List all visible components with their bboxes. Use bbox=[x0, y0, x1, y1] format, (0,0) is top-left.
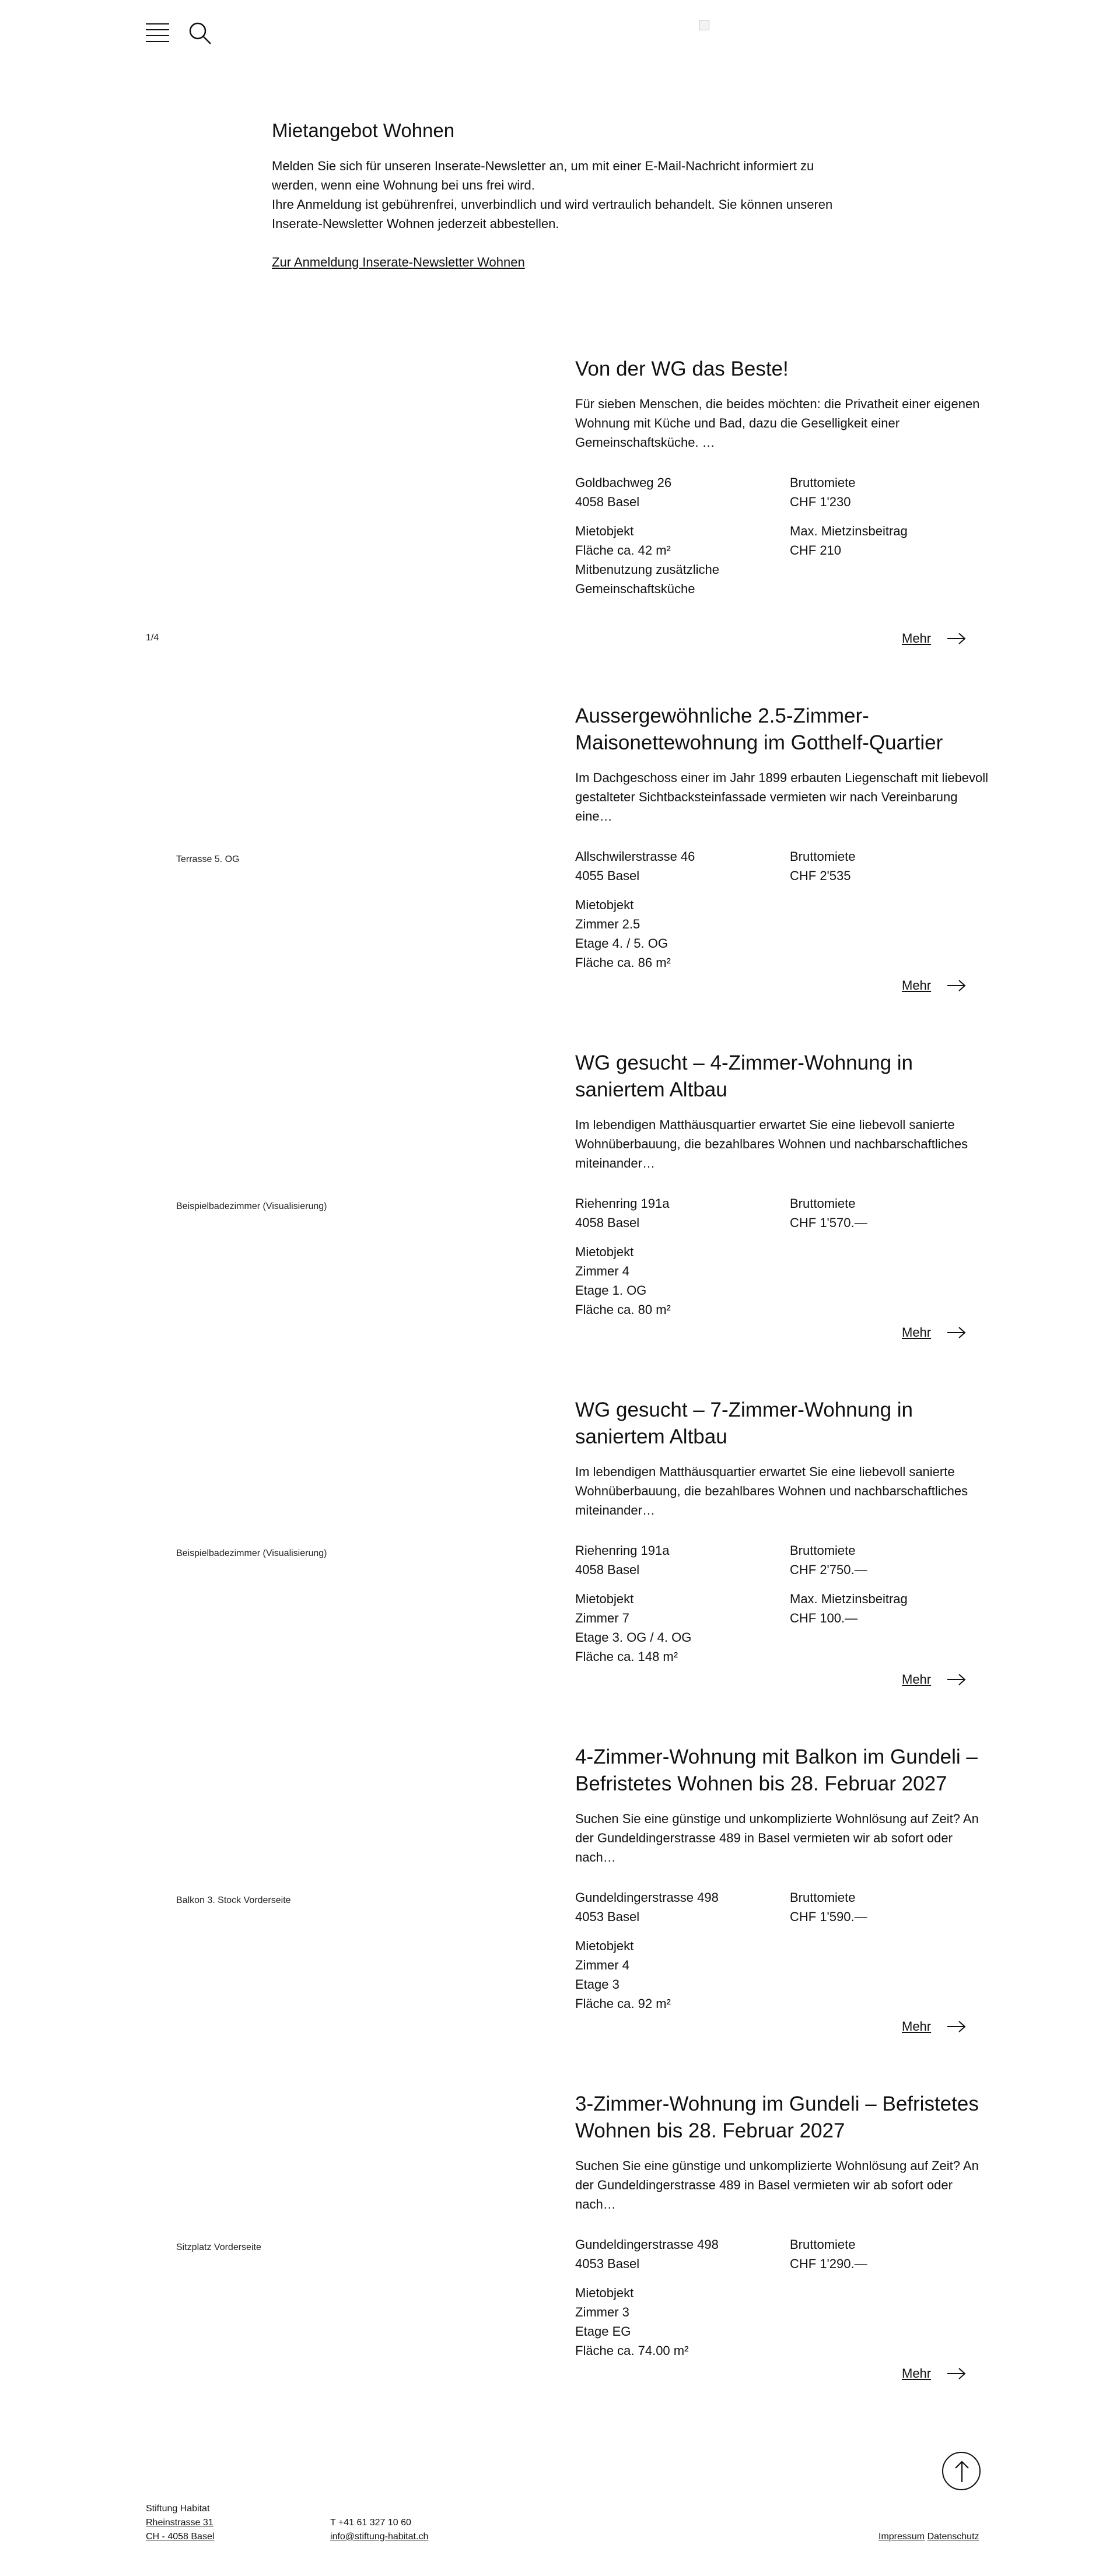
more-link-label: Mehr bbox=[902, 2019, 932, 2034]
more-link-label: Mehr bbox=[902, 2366, 932, 2381]
intro-section bbox=[272, 119, 855, 272]
image-caption: Balkon 3. Stock Vorderseite bbox=[176, 1895, 291, 1905]
intro-paragraph-2: Ihre Anmeldung ist gebührenfrei, unverbindlich und wird vertraulich behandelt. Sie können unseren Inserate-Newsletter Wohnen jederzeit abbestellen. bbox=[272, 197, 833, 231]
footer-city-link[interactable]: CH - 4058 Basel bbox=[146, 2532, 215, 2542]
listing-teaser: Für sieben Menschen, die beides möchten: die Privatheit einer eigenen Wohnung mit Küche und Bad, dazu die Geselligkeit einer Gemeinschaftsküche. … bbox=[575, 397, 980, 450]
object-detail-line: Zimmer 3 bbox=[575, 2305, 629, 2319]
object-detail-line: Mietobjekt bbox=[575, 1939, 634, 1953]
listing-title[interactable]: WG gesucht – 7-Zimmer-Wohnung in saniertem Altbau bbox=[575, 1399, 914, 1448]
object-detail-line: Mietobjekt bbox=[575, 1592, 634, 1606]
listing-rent bbox=[790, 1194, 988, 1232]
subsidy-label: Max. Mietzinsbeitrag bbox=[790, 524, 908, 538]
footer-impressum-link[interactable]: Impressum bbox=[878, 2532, 925, 2542]
rent-value: CHF 2'535 bbox=[790, 868, 851, 883]
rent-label: Bruttomiete bbox=[790, 1196, 856, 1211]
logo-image[interactable] bbox=[699, 20, 709, 30]
listing-subsidy bbox=[790, 521, 988, 560]
address-street: Gundeldingerstrasse 498 bbox=[575, 1890, 719, 1905]
rent-label: Bruttomiete bbox=[790, 1543, 856, 1558]
object-detail-line: Mietobjekt bbox=[575, 524, 634, 538]
listing-address bbox=[575, 1541, 774, 1579]
listing-title[interactable]: 4-Zimmer-Wohnung mit Balkon im Gundeli – Befristetes Wohnen bis 28. Februar 2027 bbox=[575, 1746, 978, 1795]
listing-address bbox=[575, 847, 774, 885]
rent-value: CHF 1'590.— bbox=[790, 1909, 867, 1924]
footer-email-link[interactable]: info@stiftung-habitat.ch bbox=[330, 2532, 429, 2542]
rent-label: Bruttomiete bbox=[790, 849, 856, 864]
listing-object-details bbox=[575, 895, 774, 972]
object-detail-line: Etage 3. OG / 4. OG bbox=[575, 1630, 692, 1645]
object-detail-line: Fläche ca. 92 m² bbox=[575, 1996, 671, 2011]
object-detail-line: Gemeinschaftsküche bbox=[575, 581, 695, 596]
object-detail-line: Mietobjekt bbox=[575, 2286, 634, 2300]
footer-street-link[interactable]: Rheinstrasse 31 bbox=[146, 2518, 214, 2528]
image-caption: Beispielbadezimmer (Visualisierung) bbox=[176, 1548, 327, 1558]
rent-label: Bruttomiete bbox=[790, 2237, 856, 2252]
object-detail-line: Mitbenutzung zusätzliche bbox=[575, 562, 720, 577]
more-link-label: Mehr bbox=[902, 1672, 932, 1687]
listing-rent bbox=[790, 473, 988, 511]
more-link-label: Mehr bbox=[902, 978, 932, 993]
object-detail-line: Etage 1. OG bbox=[575, 1283, 647, 1298]
more-link[interactable] bbox=[902, 629, 966, 648]
image-caption: Beispielbadezimmer (Visualisierung) bbox=[176, 1201, 327, 1211]
listing-title[interactable]: WG gesucht – 4-Zimmer-Wohnung in saniertem Altbau bbox=[575, 1052, 914, 1101]
listing-teaser: Suchen Sie eine günstige und unkomplizierte Wohnlösung auf Zeit? An der Gundeldingerstrasse 489 in Basel vermieten wir ab sofort oder nach… bbox=[575, 2158, 979, 2211]
arrow-up-icon bbox=[954, 2460, 970, 2483]
footer-datenschutz-link[interactable]: Datenschutz bbox=[927, 2532, 979, 2542]
object-detail-line: Fläche ca. 42 m² bbox=[575, 543, 671, 558]
subsidy-label: Max. Mietzinsbeitrag bbox=[790, 1592, 908, 1606]
object-detail-line: Fläche ca. 148 m² bbox=[575, 1649, 678, 1664]
arrow-right-icon bbox=[946, 1673, 966, 1686]
address-street: Riehenring 191a bbox=[575, 1543, 670, 1558]
more-link[interactable] bbox=[902, 1670, 966, 1689]
intro-paragraph-1: Melden Sie sich für unseren Inserate-Newsletter an, um mit einer E-Mail-Nachricht informiert zu werden, wenn eine Wohnung bei uns frei wird. bbox=[272, 159, 814, 192]
more-link-label: Mehr bbox=[902, 1325, 932, 1340]
object-detail-line: Mietobjekt bbox=[575, 1245, 634, 1259]
object-detail-line: Fläche ca. 86 m² bbox=[575, 955, 671, 970]
footer-org-name: Stiftung Habitat bbox=[146, 2504, 210, 2514]
back-to-top-button[interactable] bbox=[942, 2452, 981, 2490]
object-detail-line: Zimmer 4 bbox=[575, 1264, 629, 1278]
listing-title[interactable]: Von der WG das Beste! bbox=[575, 358, 789, 380]
listing-object-details bbox=[575, 1242, 774, 1319]
more-link-label: Mehr bbox=[902, 631, 932, 646]
arrow-right-icon bbox=[946, 979, 966, 992]
listing-title[interactable]: Aussergewöhnliche 2.5-Zimmer-Maisonettewohnung im Gotthelf-Quartier bbox=[575, 705, 943, 754]
listing-teaser: Im Dachgeschoss einer im Jahr 1899 erbauten Liegenschaft mit liebevoll gestalteter Sichtbacksteinfassade vermieten wir nach Vereinbarung eine… bbox=[575, 770, 989, 823]
address-street: Allschwilerstrasse 46 bbox=[575, 849, 695, 864]
image-caption: Terrasse 5. OG bbox=[176, 854, 240, 864]
object-detail-line: Etage 4. / 5. OG bbox=[575, 936, 668, 951]
image-caption: Sitzplatz Vorderseite bbox=[176, 2242, 261, 2252]
listing-object-details bbox=[575, 2283, 774, 2360]
object-detail-line: Etage 3 bbox=[575, 1977, 620, 1992]
arrow-right-icon bbox=[946, 2020, 966, 2033]
object-detail-line: Fläche ca. 74.00 m² bbox=[575, 2343, 689, 2358]
object-detail-line: Zimmer 7 bbox=[575, 1611, 629, 1625]
listing-address bbox=[575, 1888, 774, 1926]
listing-object-details bbox=[575, 1589, 774, 1666]
arrow-right-icon bbox=[946, 2367, 966, 2380]
rent-label: Bruttomiete bbox=[790, 475, 856, 490]
address-street: Gundeldingerstrasse 498 bbox=[575, 2237, 719, 2252]
address-city: 4058 Basel bbox=[575, 1562, 640, 1577]
object-detail-line: Fläche ca. 80 m² bbox=[575, 1302, 671, 1317]
search-icon[interactable] bbox=[188, 21, 212, 45]
listing-address bbox=[575, 1194, 774, 1232]
more-link[interactable] bbox=[902, 2364, 966, 2383]
listing-address bbox=[575, 2235, 774, 2273]
rent-value: CHF 1'570.— bbox=[790, 1215, 867, 1230]
rent-label: Bruttomiete bbox=[790, 1890, 856, 1905]
listing-teaser: Im lebendigen Matthäusquartier erwartet Sie eine liebevoll sanierte Wohnüberbauung, die bezahlbares Wohnen und nachbarschaftliches miteinander… bbox=[575, 1464, 968, 1517]
listing-rent bbox=[790, 1888, 988, 1926]
subsidy-value: CHF 210 bbox=[790, 543, 842, 558]
address-street: Goldbachweg 26 bbox=[575, 475, 672, 490]
address-city: 4053 Basel bbox=[575, 1909, 640, 1924]
listing-teaser: Suchen Sie eine günstige und unkomplizierte Wohnlösung auf Zeit? An der Gundeldingerstrasse 489 in Basel vermieten wir ab sofort oder nach… bbox=[575, 1811, 979, 1864]
slide-counter: 1/4 bbox=[146, 633, 159, 643]
listing-title[interactable]: 3-Zimmer-Wohnung im Gundeli – Befristetes Wohnen bis 28. Februar 2027 bbox=[575, 2093, 979, 2142]
address-city: 4055 Basel bbox=[575, 868, 640, 883]
rent-value: CHF 2'750.— bbox=[790, 1562, 867, 1577]
site-header bbox=[0, 0, 1120, 64]
page-title: Mietangebot Wohnen bbox=[272, 120, 455, 141]
object-detail-line: Zimmer 4 bbox=[575, 1958, 629, 1972]
address-city: 4058 Basel bbox=[575, 1215, 640, 1230]
more-link[interactable] bbox=[902, 2017, 966, 2036]
address-street: Riehenring 191a bbox=[575, 1196, 670, 1211]
listing-address bbox=[575, 473, 774, 511]
arrow-right-icon bbox=[946, 632, 966, 645]
object-detail-line: Zimmer 2.5 bbox=[575, 917, 640, 931]
arrow-right-icon bbox=[946, 1326, 966, 1339]
address-city: 4053 Basel bbox=[575, 2256, 640, 2271]
rent-value: CHF 1'230 bbox=[790, 495, 851, 509]
listing-rent bbox=[790, 847, 988, 885]
listing-rent bbox=[790, 1541, 988, 1579]
more-link[interactable] bbox=[902, 976, 966, 995]
object-detail-line: Etage EG bbox=[575, 2324, 631, 2339]
listing-object-details bbox=[575, 1936, 774, 2013]
more-link[interactable] bbox=[902, 1323, 966, 1342]
listing-object-details bbox=[575, 521, 774, 598]
subsidy-value: CHF 100.— bbox=[790, 1611, 858, 1625]
footer-phone: T +41 61 327 10 60 bbox=[330, 2518, 411, 2528]
hamburger-menu-icon[interactable] bbox=[146, 23, 169, 42]
listing-subsidy bbox=[790, 1589, 988, 1628]
address-city: 4058 Basel bbox=[575, 495, 640, 509]
object-detail-line: Mietobjekt bbox=[575, 898, 634, 912]
listing-rent bbox=[790, 2235, 988, 2273]
listing-teaser: Im lebendigen Matthäusquartier erwartet Sie eine liebevoll sanierte Wohnüberbauung, die bezahlbares Wohnen und nachbarschaftliches miteinander… bbox=[575, 1117, 968, 1170]
newsletter-signup-link[interactable]: Zur Anmeldung Inserate-Newsletter Wohnen bbox=[272, 255, 525, 269]
rent-value: CHF 1'290.— bbox=[790, 2256, 867, 2271]
